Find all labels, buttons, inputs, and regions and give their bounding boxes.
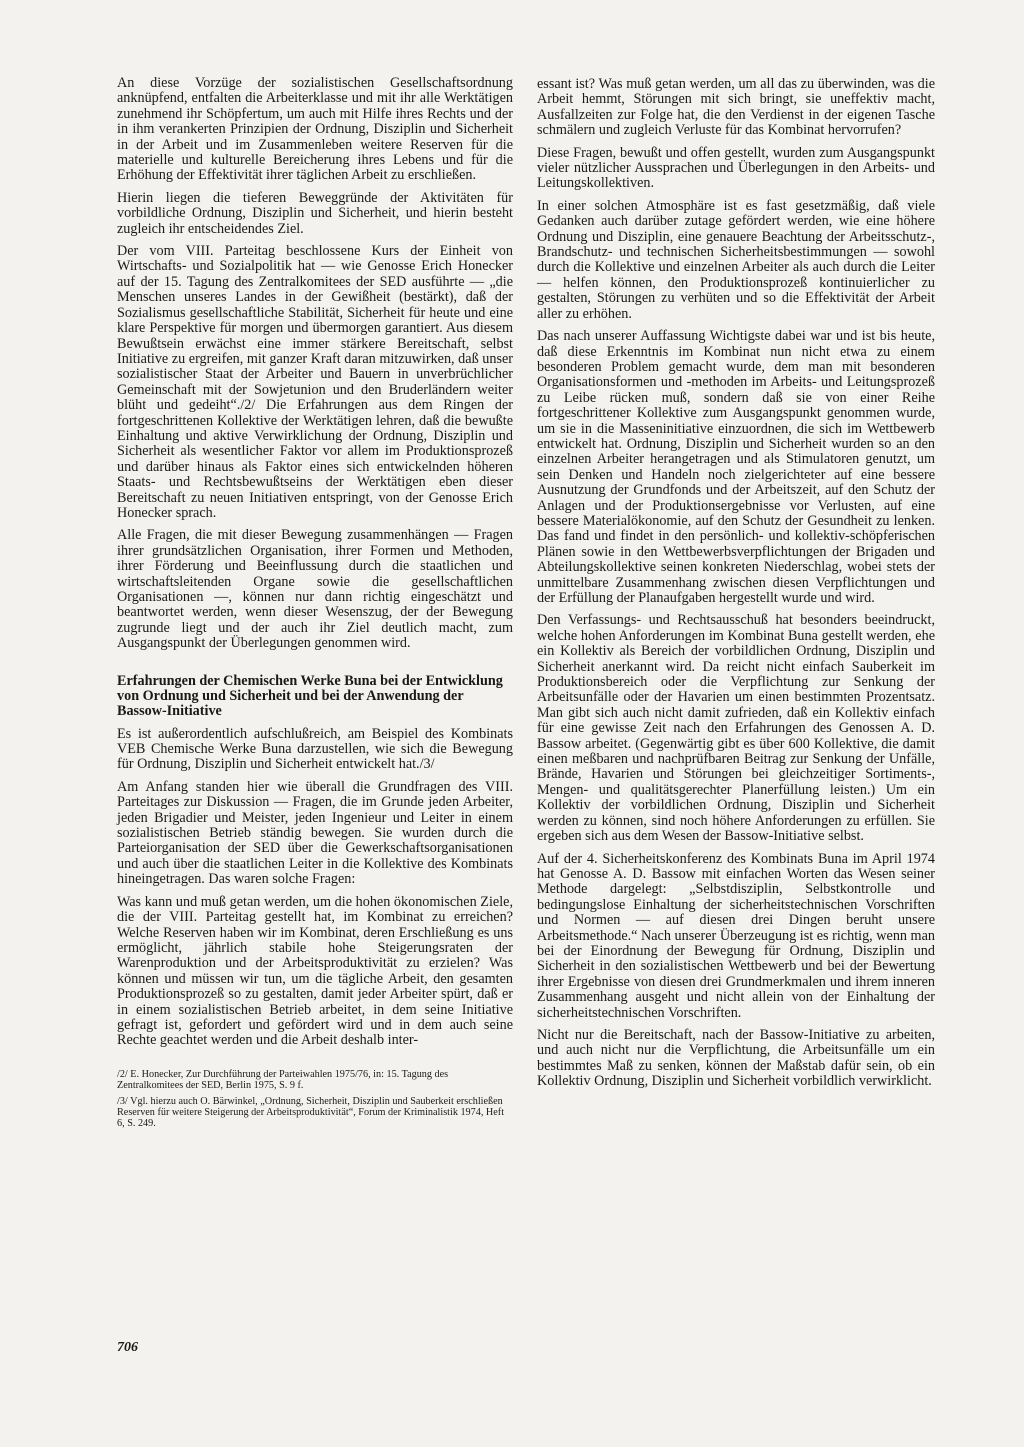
footnotes [117, 1069, 513, 1129]
paragraph: Nicht nur die Bereitschaft, nach der Bassow-Initiative zu arbeiten, und auch nicht nur die Verpflichtung, die Arbeitsunfälle um ein bestimmtes Maß zu senken, können der Maßstab dafür sein, ob ein Kollektiv Ordnung, Disziplin und Sicherheit vorbildlich verwirklicht. [537, 1026, 935, 1090]
paragraph: Das nach unserer Auffassung Wichtigste dabei war und ist bis heute, daß diese Erkenntnis im Kombinat nun nicht etwa zu einem besonderen Problem gemacht wurde, dem man mit besonderen Organisationsformen und -methoden im Arbeits- und Leitungsprozeß zu Leibe rücken muß, sondern daß sie von einer Reihe fortgeschrittener Kollektive zum Ausgangspunkt genommen wurde, um sie in die Masseninitiative einzuordnen, die sich im Wettbewerb entwickelt hat. Ordnung, Disziplin und Sicherheit wurden so an den einzelnen Arbeiter herangetragen und als Stimulatoren genutzt, um sein Denken und Handeln noch zielgerichteter auf eine bessere Ausnutzung der Grundfonds und der Arbeitszeit, auf den Schutz der Anlagen und der Produktionsergebnisse vor Verlusten, auf eine bessere Materialökonomie, auf den Schutz der Gesundheit zu lenken. Das fand und findet in den persönlich- und kollektiv-schöpferischen Plänen sowie in den Wettbewerbsverpflichtungen der Brigaden und Abteilungskollektive seinen konkreten Niederschlag, wobei stets der unmittelbare Zusammenhang zwischen diesen Verpflichtungen und der Erfüllung der Planaufgaben hergestellt wurde und wird. [537, 328, 935, 606]
paragraph: Alle Fragen, die mit dieser Bewegung zusammenhängen — Fragen ihrer grundsätzlichen Organisation, ihrer Formen und Methoden, ihrer Förderung und Beeinflussung durch die staatlichen und wirtschaftsleitenden Organe sowie die gesellschaftlichen Organisationen —, können nur dann richtig eingeschätzt und beantwortet werden, wenn dieser Wesenszug, der der Bewegung zugrunde liegt und der auch ihr Ziel deutlich macht, zum Ausgangspunkt der Überlegungen genommen wird. [117, 527, 513, 652]
paragraph: Was kann und muß getan werden, um die hohen ökonomischen Ziele, die der VIII. Parteitag gestellt hat, im Kombinat zu erreichen? Welche Reserven haben wir im Kombinat, deren Erschließung es uns ermöglicht, jährlich stabile hohe Steigerungsraten der Warenproduktion und der Arbeitsproduktivität zu erzielen? Was können und müssen wir tun, um die tägliche Arbeit, den gesamten Produktionsprozeß so zu gestalten, damit jeder Arbeiter spürt, daß er in einem sozialistischen Betrieb arbeitet, in dem seine Initiative gefragt ist, gefordert und gefördert wird und in dem auch seine Rechte geachtet werden und die Arbeit deshalb inter- [117, 893, 513, 1049]
paragraph: Hierin liegen die tieferen Beweggründe der Aktivitäten für vorbildliche Ordnung, Disziplin und Sicherheit, und hierin besteht zugleich ihr entscheidendes Ziel. [117, 189, 513, 237]
right-column [537, 77, 935, 1097]
section-heading: Erfahrungen der Chemischen Werke Buna bei der Entwicklung von Ordnung und Sicherheit und bei der Anwendung der Bassow-Initiative [117, 672, 503, 719]
paragraph: An diese Vorzüge der sozialistischen Gesellschaftsordnung anknüpfend, entfalten die Arbeiterklasse und mit ihr alle Werktätigen zunehmend ihr Schöpfertum, um auch mit Hilfe ihres Rechts und der in ihm verankerten Prinzipien der Ordnung, Disziplin und Sicherheit in der Arbeit und im Zusammenleben weitere Reserven für die materielle und kulturelle Bereicherung ihres Lebens und für die Erhöhung der Effektivität ihrer täglichen Arbeit zu erschließen. [117, 75, 513, 184]
paragraph: In einer solchen Atmosphäre ist es fast gesetzmäßig, daß viele Gedanken auch darüber zutage gefördert werden, wie eine höhere Ordnung und Disziplin, eine genauere Beachtung der Arbeitsschutz-, Brandschutz- und technischen Sicherheitsbestimmungen — sowohl durch die Kollektive und einzelnen Arbeiter als auch durch die Leiter — helfen können, den Produktionsprozeß kontinuierlicher zu gestalten, Störungen zu verhüten und so die Effektivität der Arbeit aller zu erhöhen. [537, 197, 935, 322]
footnote: /2/ E. Honecker, Zur Durchführung der Parteiwahlen 1975/76, in: 15. Tagung des Zentralkomitees der SED, Berlin 1975, S. 9 f. [117, 1068, 449, 1091]
paragraph: Diese Fragen, bewußt und offen gestellt, wurden zum Ausgangspunkt vieler nützlicher Aussprachen und Überlegungen in den Arbeits- und Leitungskollektiven. [537, 144, 935, 192]
paragraph: Auf der 4. Sicherheitskonferenz des Kombinats Buna im April 1974 hat Genosse A. D. Bassow mit einfachen Worten das Wesen seiner Methode dargelegt: „Selbstdisziplin, Selbstkontrolle und bedingungslose Einhaltung der sicherheitstechnischen Vorschriften und Normen — auf diesen drei Dingen beruht unsere Arbeitsmethode.“ Nach unserer Überzeugung ist es richtig, wenn man bei der Einordnung der Bewegung für Ordnung, Disziplin und Sicherheit in den sozialistischen Wettbewerb und bei der Bewertung ihrer Ergebnisse von diesen drei Grundmerkmalen und ihrem inneren Zusammenhang ausgeht und nicht allein von der Einhaltung der sicherheitstechnischen Vorschriften. [537, 850, 935, 1021]
paragraph: Den Verfassungs- und Rechtsausschuß hat besonders beeindruckt, welche hohen Anforderungen im Kombinat Buna gestellt werden, ehe ein Kollektiv als Bereich der vorbildlichen Ordnung, Disziplin und Sicherheit anerkannt wird. Da reicht nicht einfach Sauberkeit im Produktionsbereich oder die Verpflichtung zur Senkung der Arbeitsunfälle oder der Havarien um einen bestimmten Prozentsatz. Man gibt sich auch nicht damit zufrieden, daß ein Kollektiv einfach für eine gewisse Zeit nach den Erfahrungen des Genossen A. D. Bassow arbeitet. (Gegenwärtig gibt es über 600 Kollektive, die damit einen meßbaren und nachprüfbaren Beitrag zur Senkung der Unfälle, Brände, Havarien und Störungen bei gleichzeitiger Sortiments-, Mengen- und qualitätsgerechter Planerfüllung leisten.) Um ein Kollektiv der vorbildlichen Ordnung, Disziplin und Sicherheit werden zu können, sind noch höhere Anforderungen zu erfüllen. Sie ergeben sich aus dem Wesen der Bassow-Initiative selbst. [537, 612, 935, 845]
paragraph: essant ist? Was muß getan werden, um all das zu überwinden, was die Arbeit hemmt, Störungen mit sich bringt, sie uneffektiv macht, Ausfallzeiten zur Folge hat, die den Verdienst in der eigenen Tasche schmälern und zugleich Verluste für das Kombinat hervorrufen? [537, 76, 935, 139]
paragraph: Am Anfang standen hier wie überall die Grundfragen des VIII. Parteitages zur Diskussion — Fragen, die im Grunde jeden Arbeiter, jeden Brigadier und Meister, jeden Ingenieur und Leiter in einem sozialistischen Betrieb ständig bewegen. Sie wurden durch die Parteiorganisation der SED über die Gewerkschaftsorganisationen und auch über die staatlichen Leiter in die Kollektive des Kombinats hineingetragen. Das waren solche Fragen: [117, 778, 513, 888]
page-number: 706 [117, 1340, 138, 1355]
footnote: /3/ Vgl. hierzu auch O. Bärwinkel, „Ordnung, Sicherheit, Disziplin und Sauberkeit erschließen Reserven für weitere Steigerung der Arbeitsproduktivität“, Forum der Kriminalistik 1974, Heft 6, S. 249. [117, 1095, 505, 1129]
paragraph: Es ist außerordentlich aufschlußreich, am Beispiel des Kombinats VEB Chemische Werke Buna darzustellen, wie sich die Bewegung für Ordnung, Disziplin und Sicherheit entwickelt hat./3/ [117, 725, 513, 773]
left-column [117, 76, 513, 1134]
paragraph: Der vom VIII. Parteitag beschlossene Kurs der Einheit von Wirtschafts- und Sozialpolitik hat — wie Genosse Erich Honecker auf der 15. Tagung des Zentralkomitees der SED ausführte — „die Menschen unseres Landes in der Gewißheit (bestärkt), daß der Sozialismus gesellschaftliche Stabilität, Sicherheit für heute und eine klare Perspektive für morgen und übermorgen garantiert. Aus diesem Bewußtsein erwächst eine immer stärkere Bereitschaft, selbst Initiative zu ergreifen, mit ganzer Kraft daran mitzuwirken, daß unser sozialistischer Staat der Arbeiter und Bauern in unverbrüchlicher Gemeinschaft mit der Sowjetunion und den Bruderländern weiter blüht und gedeiht“./2/ Die Erfahrungen aus dem Ringen der fortgeschrittenen Kollektive der Werktätigen lehren, daß die bewußte Einhaltung und aktive Verwirklichung der Ordnung, Disziplin und Sicherheit als wesentlicher Faktor vor allem im Produktionsprozeß und darüber hinaus als Faktor eines sich entwickelnden höheren Staats- und Rechtsbewußtseins der Werktätigen eben dieser Bereitschaft zu neuen Initiativen entspringt, von der Genosse Erich Honecker sprach. [117, 243, 513, 521]
